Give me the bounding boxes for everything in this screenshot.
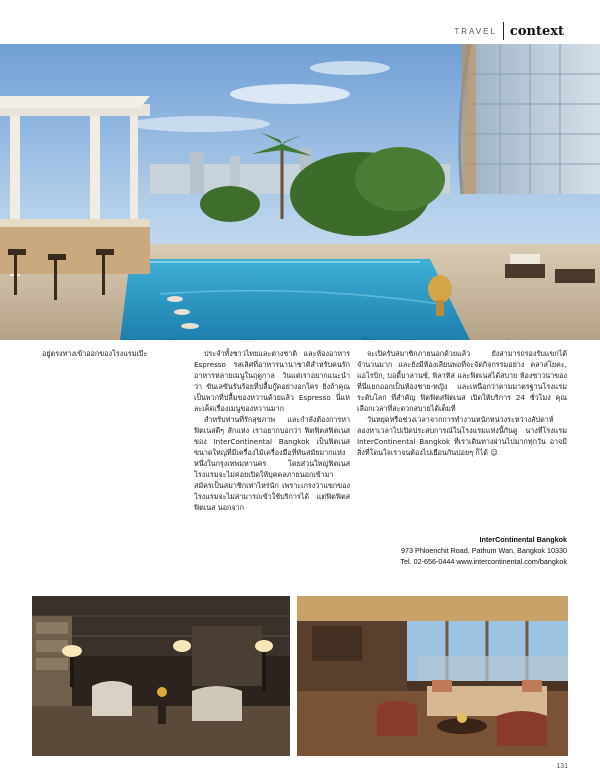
article-paragraph: ประจำทั้งชาวไทยและต่างชาติ และห้องอาหาร Espresso รสเลิศที่อาหารนานาชาติสำหรับคนรักอาหารหลายเมนูในฤดูกาล วันแต่เราอยากแนะนำว่า ขันเลขันรันร้อยที่ปลื้มกู๊ดอย่างอกใคร ยิ่งถ้าคุณเป็นพวกที่ปลื้มของหวานด้วยแล้ว Espresso นี่แหละเค็ดเรื่องเมนูของหวานมาก	[194, 349, 350, 413]
suite-photo	[297, 596, 568, 756]
magazine-brand: context	[509, 23, 564, 39]
article-paragraph: วันหยุดหรือช่วงเวลาจากการทำงานหนักหน่วงระหว่างสัปดาห์ ลองหาเวลาไปเปิดประสบการณ์ในโรงแรมแห่งนี้กันดู นางที่โรงแรม InterContinental Bangkok ที่เราเดินทางผ่านไปมากทุกวัน อาจมีสิ่งที่โดนใจเราจนต้องไปเยือนกันบ่อยๆ ก็ได้ ☺	[357, 415, 567, 457]
page-header	[454, 22, 564, 40]
article-column-3	[357, 348, 567, 458]
article-column-1	[32, 348, 187, 359]
article-paragraph: อยู่ตรงทางเข้าออกของโรงแรมเป๊ะ	[42, 349, 148, 358]
lounge-photo	[32, 596, 290, 756]
page-number: 131	[556, 763, 568, 770]
hotel-contact-info	[357, 534, 567, 567]
hotel-name: InterContinental Bangkok	[479, 535, 567, 544]
hotel-tel-web: Tel. 02-656-0444 www.intercontinental.com/bangkok	[400, 557, 567, 566]
hero-photo	[0, 44, 600, 340]
article-column-2	[194, 348, 350, 513]
article-paragraph: สำหรับท่านที่รักสุขภาพ และกำลังต้องการหาฟิตเนสดีๆ สักแห่ง เราอยากบอกว่า ฟิตฟิตสฟิตเนส ของ InterContinental Bangkok เป็นฟิตเนสขนาดใหญ่ที่มีเครื่องไม้เครื่องมือที่ทันสมัยมากแห่งหนึ่งในกรุงเทพมหานคร โดยส่วนใหญ่ฟิตเนสโรงแรมจะไม่ค่อยเปิดให้บุคคลภายนอกเข้ามาสมัครเป็นสมาชิกเท่าไหร่นัก เพราะเกรงว่าแขกของโรงแรมจะไม่สามารถเข้าใช้บริการได้ แต่ฟิตฟิตสฟิตเนส นอกจาก	[194, 415, 350, 512]
hotel-address: 973 Phloenchit Road, Pathum Wan, Bangkok 10330	[401, 546, 567, 555]
article-paragraph: จะเปิดรับสมาชิกภายนอกด้วยแล้ว ยังสามารถรองรับแขกได้จำนวนมาก และยังมีห้องเลียนพอที่จะจัดกิจกรรมอย่าง คลาสโยคะ, แอโรบิก, บอดี้บาลานซ์, พิลาทิส และฟิตเนสได้สบาย ห้องซาวน่าของที่นี่แยกออกเป็นห้องชาย-หญิง และเหนือกว่าตามมาตรฐานโรงแรมระดับโลก ที่สำคัญ ฟิตฟิตสฟิตเนส เปิดให้บริการ 24 ชั่วโมง คุณเลือกเวลาที่สะดวกสบายได้เต็มที่	[357, 349, 567, 413]
header-divider	[503, 22, 504, 40]
section-label: TRAVEL	[454, 26, 497, 36]
